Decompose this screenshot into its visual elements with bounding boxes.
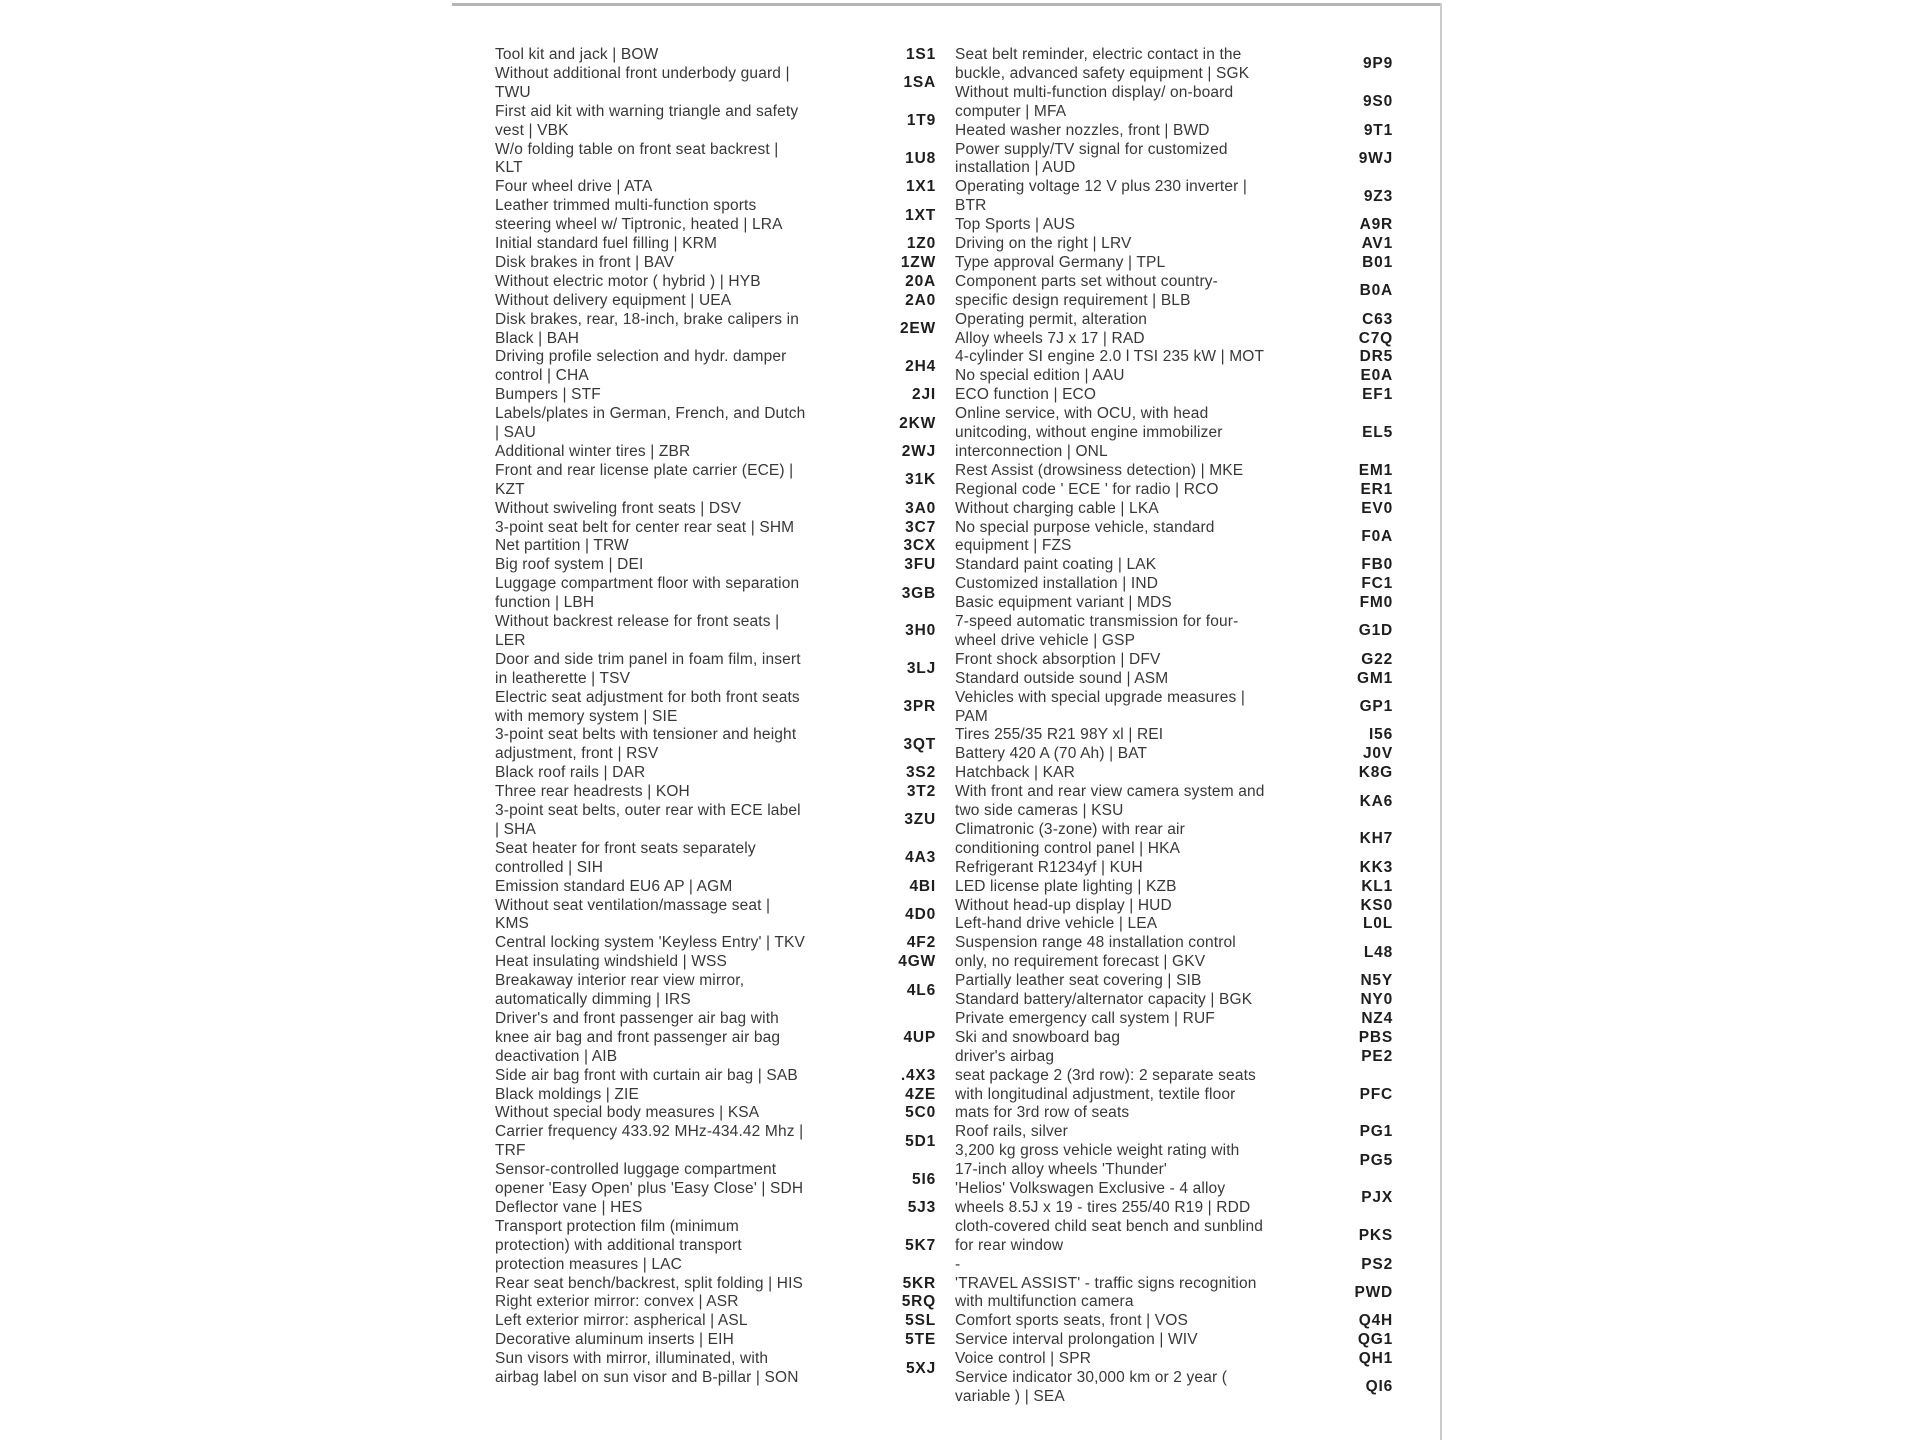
option-description-line: interconnection | ONL (955, 442, 1108, 460)
option-description-line: Decorative aluminum inserts | EIH (495, 1331, 734, 1349)
option-description-line: Suspension range 48 installation control (955, 934, 1236, 952)
option-description-line: 3-point seat belts, outer rear with ECE label (495, 802, 801, 819)
option-description-line: Luggage compartment floor with separation (495, 575, 800, 593)
item-code: GM1 (1357, 669, 1393, 687)
option-description-line: Side air bag front with curtain air bag | SAB (495, 1066, 798, 1084)
item-code: A9R (1359, 216, 1393, 234)
item-code: EF1 (1362, 386, 1393, 404)
option-description-line: controlled | SIH (495, 858, 604, 876)
pr-code: 3ZU (904, 811, 936, 829)
option-description-line: W/o folding table on front seat backrest | (495, 140, 779, 158)
option-description-line: Sensor-controlled luggage compartment (495, 1161, 777, 1179)
item-code: 9WJ (1358, 149, 1393, 167)
option-description-line: Rear seat bench/backrest, split folding | HIS (495, 1274, 804, 1292)
item-code: PS2 (1361, 1255, 1393, 1273)
pr-code: 5KR (902, 1274, 936, 1292)
option-description-line: Battery 420 A (70 Ah) | BAT (955, 745, 1148, 763)
option-description-line: Tires 255/35 R21 98Y xl | REI (955, 726, 1164, 744)
pr-code: 5K7 (905, 1236, 936, 1254)
item-code: EL5 (1362, 424, 1393, 441)
pr-code: 3H0 (905, 622, 936, 640)
option-description-line: function | LBH (495, 594, 595, 612)
option-description-line: Without seat ventilation/massage seat | (495, 896, 771, 914)
item-code: KK3 (1359, 858, 1393, 876)
option-description-line: opener 'Easy Open' plus 'Easy Close' | SDH (495, 1180, 804, 1197)
option-description-line: mats for 3rd row of seats (955, 1104, 1130, 1122)
option-description-line: Without backrest release for front seats | (495, 613, 780, 630)
option-description-line: Power supply/TV signal for customized (955, 140, 1228, 158)
option-description-line: Customized installation | IND (955, 575, 1159, 593)
middle-descriptions-column (955, 0, 1315, 1440)
option-description-line: Alloy wheels 7J x 17 | RAD (955, 329, 1145, 347)
option-description-line: | SHA (495, 820, 536, 838)
option-description-line: Rest Assist (drowsiness detection) | MKE (955, 461, 1244, 479)
pr-code: 2EW (900, 320, 936, 338)
option-description-line: Driving on the right | LRV (955, 235, 1132, 252)
item-code: 9Z3 (1363, 187, 1393, 205)
pr-code: 4UP (903, 1028, 936, 1046)
option-description-line: Comfort sports seats, front | VOS (955, 1312, 1188, 1330)
option-description-line: First aid kit with warning triangle and safety (495, 102, 799, 120)
option-description-line: 3-point seat belts with tensioner and height (495, 726, 797, 744)
option-description-line: Emission standard EU6 AP | AGM (495, 877, 733, 895)
item-code: PG1 (1359, 1123, 1393, 1141)
option-description-line: Voice control | SPR (955, 1350, 1092, 1368)
pr-code: 3FU (904, 556, 936, 574)
pr-code: 1S1 (906, 46, 936, 63)
option-description-line: Without charging cable | LKA (955, 499, 1159, 517)
item-code: F0A (1361, 527, 1393, 545)
pr-code: 3GB (901, 584, 936, 602)
option-description-line: | SAU (495, 424, 536, 441)
option-description-line: Without swiveling front seats | DSV (495, 499, 742, 517)
option-description-line: 3,200 kg gross vehicle weight rating with (955, 1142, 1240, 1160)
pr-code: 3S2 (906, 764, 936, 782)
option-description-line: ECO function | ECO (955, 386, 1097, 404)
item-code: PKS (1358, 1227, 1393, 1245)
middle-pr-codes-column (850, 0, 936, 1440)
option-description-line: Electric seat adjustment for both front seats (495, 688, 800, 706)
option-description-line: Seat heater for front seats separately (495, 839, 756, 857)
option-description-line: Right exterior mirror: convex | ASR (495, 1293, 739, 1311)
option-description-line: driver's airbag (955, 1047, 1055, 1065)
option-description-line: variable ) | SEA (955, 1387, 1065, 1405)
option-description-line: Service interval prolongation | WIV (955, 1331, 1198, 1349)
item-code: G1D (1358, 622, 1393, 640)
option-description-line: Climatronic (3-zone) with rear air (955, 820, 1185, 838)
pr-code: 4A3 (905, 849, 936, 867)
option-description-line: 'Helios' Volkswagen Exclusive - 4 alloy (955, 1180, 1226, 1197)
option-description-line: Leather trimmed multi-function sports (495, 197, 757, 215)
option-description-line: Top Sports | AUS (955, 216, 1076, 234)
pr-code: 3LJ (906, 660, 936, 678)
option-description-line: Black | BAH (495, 329, 580, 347)
option-description-line: Central locking system 'Keyless Entry' | TKV (495, 934, 806, 952)
pr-code: 4BI (909, 877, 936, 895)
option-description-line: Driver's and front passenger air bag with (495, 1009, 779, 1027)
item-code: QH1 (1358, 1350, 1393, 1368)
option-description-line: Standard outside sound | ASM (955, 669, 1169, 687)
pr-code: 4D0 (905, 905, 936, 923)
item-code: AV1 (1361, 235, 1393, 252)
option-description-line: computer | MFA (955, 102, 1067, 120)
option-description-line: Net partition | TRW (495, 537, 629, 555)
option-description-line: Operating voltage 12 V plus 230 inverter | (955, 178, 1248, 196)
item-code: Q4H (1358, 1312, 1393, 1330)
option-description-line: Four wheel drive | ATA (495, 178, 653, 196)
pr-code: 5D1 (905, 1132, 936, 1150)
option-description-line: wheels 8.5J x 19 - tires 255/40 R19 | RDD (955, 1198, 1251, 1216)
pr-code: 1T9 (906, 112, 936, 130)
option-description-line: steering wheel w/ Tiptronic, heated | LRA (495, 216, 783, 234)
option-description-line: Without electric motor ( hybrid ) | HYB (495, 272, 761, 290)
option-description-line: conditioning control panel | HKA (955, 839, 1181, 857)
option-description-line: control | CHA (495, 367, 589, 385)
pr-code: 5J3 (907, 1198, 936, 1216)
option-description-line: Partially leather seat covering | SIB (955, 972, 1202, 990)
option-description-line: Standard battery/alternator capacity | BGK (955, 991, 1253, 1008)
option-description-line: automatically dimming | IRS (495, 991, 691, 1008)
option-description-line: buckle, advanced safety equipment | SGK (955, 64, 1250, 82)
item-code: FC1 (1361, 575, 1393, 593)
option-description-line: BTR (955, 197, 987, 215)
item-code: PFC (1359, 1085, 1393, 1103)
option-description-line: Tool kit and jack | BOW (495, 46, 659, 63)
option-description-line: TRF (495, 1142, 526, 1160)
option-description-line: Regional code ' ECE ' for radio | RCO (955, 480, 1219, 498)
option-description-line: knee air bag and front passenger air bag (495, 1028, 781, 1046)
pr-code: 2A0 (905, 291, 936, 309)
item-code: EV0 (1361, 499, 1393, 517)
option-description-line: No special purpose vehicle, standard (955, 518, 1215, 536)
option-description-line: cloth-covered child seat bench and sunblind (955, 1217, 1264, 1235)
option-description-line: Vehicles with special upgrade measures | (955, 688, 1246, 706)
item-code: PWD (1354, 1283, 1393, 1301)
option-description-line: KLT (495, 159, 523, 177)
option-description-line: Hatchback | KAR (955, 764, 1075, 782)
option-description-line: 7-speed automatic transmission for four- (955, 613, 1239, 630)
option-description-line: for rear window (955, 1236, 1064, 1254)
option-description-line: adjustment, front | RSV (495, 745, 659, 763)
option-description-line: With front and rear view camera system and (955, 783, 1265, 801)
item-code: 9P9 (1363, 55, 1393, 73)
option-description-line: Transport protection film (minimum (495, 1217, 739, 1235)
pr-code: 3T2 (906, 783, 936, 801)
option-description-line: LED license plate lighting | KZB (955, 877, 1177, 895)
pr-code: 5XJ (906, 1359, 936, 1377)
pr-code: 3A0 (905, 499, 936, 517)
option-description-line: Three rear headrests | KOH (495, 783, 690, 801)
pr-code: 5RQ (901, 1293, 936, 1311)
option-description-line: Sun visors with mirror, illuminated, with (495, 1350, 769, 1368)
pr-code: 1Z0 (906, 235, 936, 252)
option-description-line: TWU (495, 83, 531, 101)
option-description-line: Deflector vane | HES (495, 1198, 643, 1216)
option-description-line: equipment | FZS (955, 537, 1072, 555)
option-description-line: Refrigerant R1234yf | KUH (955, 858, 1143, 876)
pr-code: 3CX (903, 537, 936, 555)
option-description-line: Heat insulating windshield | WSS (495, 953, 727, 971)
option-description-line: with longitudinal adjustment, textile floor (955, 1085, 1236, 1103)
item-code: G22 (1361, 650, 1393, 668)
item-code: B0A (1359, 282, 1393, 300)
option-description-line: Carrier frequency 433.92 MHz-434.42 Mhz | (495, 1123, 804, 1141)
item-code: L48 (1363, 943, 1393, 961)
pr-code: 2H4 (905, 357, 936, 375)
option-description-line: Seat belt reminder, electric contact in the (955, 46, 1242, 63)
option-description-line: No special edition | AAU (955, 367, 1125, 385)
option-description-line: Black moldings | ZIE (495, 1085, 639, 1103)
left-descriptions-column (495, 0, 855, 1440)
option-description-line: Service indicator 30,000 km or 2 year ( (955, 1369, 1228, 1386)
option-description-line: specific design requirement | BLB (955, 291, 1191, 309)
option-description-line: - (955, 1255, 961, 1273)
option-description-line: Left exterior mirror: aspherical | ASL (495, 1312, 748, 1330)
item-code: L0L (1363, 915, 1393, 933)
option-description-line: Private emergency call system | RUF (955, 1009, 1215, 1027)
item-code: DR5 (1359, 348, 1393, 366)
option-description-line: KZT (495, 480, 525, 498)
option-description-line: Standard paint coating | LAK (955, 556, 1157, 574)
item-code: EM1 (1358, 461, 1393, 479)
option-description-line: Without delivery equipment | UEA (495, 291, 732, 309)
pr-code: 3QT (903, 735, 936, 753)
pr-code: .4X3 (900, 1066, 936, 1084)
item-code: PG5 (1359, 1151, 1393, 1169)
item-code: QG1 (1357, 1331, 1393, 1349)
pr-code: 5I6 (912, 1170, 936, 1188)
item-code: QI6 (1365, 1378, 1393, 1396)
option-description-line: with multifunction camera (955, 1293, 1134, 1311)
item-code: 9S0 (1363, 93, 1393, 111)
option-description-line: 17-inch alloy wheels 'Thunder' (955, 1161, 1168, 1179)
option-description-line: 4-cylinder SI engine 2.0 l TSI 235 kW | MOT (955, 348, 1265, 366)
option-description-line: Without head-up display | HUD (955, 896, 1172, 914)
pr-code: 2JI (912, 386, 936, 404)
pr-code: 2KW (899, 414, 936, 432)
item-code: NZ4 (1361, 1009, 1393, 1027)
option-description-line: two side cameras | KSU (955, 802, 1124, 819)
option-description-line: Disk brakes in front | BAV (495, 253, 675, 271)
option-description-line: Roof rails, silver (955, 1123, 1068, 1141)
item-code: NY0 (1360, 991, 1393, 1008)
item-code: PBS (1358, 1028, 1393, 1046)
pr-code: 1X1 (906, 178, 936, 196)
option-description-line: Type approval Germany | TPL (955, 253, 1166, 271)
option-description-line: vest | VBK (495, 121, 569, 139)
option-description-line: Front shock absorption | DFV (955, 650, 1161, 668)
option-description-line: PAM (955, 707, 988, 725)
option-description-line: Initial standard fuel filling | KRM (495, 235, 718, 252)
item-code: KA6 (1359, 792, 1393, 810)
option-description-line: Without multi-function display/ on-board (955, 83, 1234, 101)
pr-code: 4L6 (906, 981, 936, 999)
item-code: PJX (1361, 1189, 1393, 1207)
pr-code: 4GW (898, 953, 936, 971)
option-description-line: Bumpers | STF (495, 386, 601, 404)
pr-code: 1XT (905, 206, 936, 224)
item-code: KL1 (1361, 877, 1393, 895)
item-code: K8G (1358, 764, 1393, 782)
right-item-codes-column (1300, 0, 1393, 1440)
item-code: KS0 (1360, 896, 1393, 914)
option-description-line: Disk brakes, rear, 18-inch, brake calipers in (495, 310, 799, 328)
option-description-line: Without additional front underbody guard | (495, 64, 790, 82)
item-code: N5Y (1360, 972, 1393, 990)
pr-code: 4ZE (905, 1085, 936, 1103)
option-description-line: LER (495, 631, 526, 649)
item-code: FM0 (1359, 594, 1393, 612)
option-description-line: Front and rear license plate carrier (ECE) | (495, 461, 794, 479)
item-code: E0A (1360, 367, 1393, 385)
item-code: C63 (1362, 310, 1393, 328)
option-description-line: unitcoding, without engine immobilizer (955, 424, 1223, 441)
table-right-border (1440, 3, 1442, 1440)
option-description-line: seat package 2 (3rd row): 2 separate seats (955, 1066, 1256, 1084)
option-description-line: wheel drive vehicle | GSP (955, 631, 1136, 649)
option-description-line: airbag label on sun visor and B-pillar | SON (495, 1369, 799, 1386)
pr-code: 20A (905, 272, 936, 290)
option-description-line: Ski and snowboard bag (955, 1028, 1121, 1046)
option-description-line: Left-hand drive vehicle | LEA (955, 915, 1158, 933)
option-description-line: only, no requirement forecast | GKV (955, 953, 1206, 971)
option-description-line: Breakaway interior rear view mirror, (495, 972, 745, 990)
option-description-line: Door and side trim panel in foam film, insert (495, 650, 801, 668)
item-code: GP1 (1359, 698, 1393, 716)
option-description-line: Component parts set without country- (955, 272, 1218, 290)
option-description-line: Black roof rails | DAR (495, 764, 646, 782)
option-description-line: Big roof system | DEI (495, 556, 644, 574)
option-description-line: Driving profile selection and hydr. damper (495, 348, 787, 366)
option-description-line: Additional winter tires | ZBR (495, 442, 691, 460)
item-code: I56 (1369, 726, 1393, 744)
option-description-line: Heated washer nozzles, front | BWD (955, 121, 1210, 139)
pr-code: 31K (905, 471, 936, 489)
option-description-line: with memory system | SIE (495, 707, 678, 725)
pr-code: 1U8 (905, 149, 936, 167)
option-description-line: Basic equipment variant | MDS (955, 594, 1172, 612)
pr-code: 4F2 (906, 934, 936, 952)
option-description-line: Online service, with OCU, with head (955, 405, 1209, 423)
item-code: FB0 (1361, 556, 1393, 574)
pr-code: 2WJ (901, 442, 936, 460)
pr-code: 5SL (905, 1312, 936, 1330)
option-description-line: deactivation | AIB (495, 1047, 618, 1065)
item-code: C7Q (1358, 329, 1393, 347)
pr-code: 5C0 (905, 1104, 936, 1122)
option-description-line: Operating permit, alteration (955, 310, 1148, 328)
option-description-line: 'TRAVEL ASSIST' - traffic signs recognition (955, 1274, 1257, 1292)
item-code: 9T1 (1363, 121, 1393, 139)
option-description-line: protection measures | LAC (495, 1255, 682, 1273)
option-description-line: protection) with additional transport (495, 1236, 742, 1254)
option-description-line: 3-point seat belt for center rear seat | SHM (495, 518, 795, 536)
option-description-line: installation | AUD (955, 159, 1076, 177)
pr-code: 3PR (903, 698, 936, 716)
option-description-line: KMS (495, 915, 530, 933)
item-code: PE2 (1361, 1047, 1393, 1065)
option-description-line: in leatherette | TSV (495, 669, 631, 687)
option-description-line: Labels/plates in German, French, and Dutch (495, 405, 806, 423)
pr-code: 5TE (905, 1331, 936, 1349)
item-code: ER1 (1360, 480, 1393, 498)
pr-code: 3C7 (905, 518, 936, 536)
pr-code: 1ZW (900, 253, 936, 271)
item-code: J0V (1363, 745, 1393, 763)
item-code: B01 (1362, 253, 1393, 271)
pr-code: 1SA (903, 74, 936, 92)
option-description-line: Without special body measures | KSA (495, 1104, 760, 1122)
item-code: KH7 (1359, 830, 1393, 848)
